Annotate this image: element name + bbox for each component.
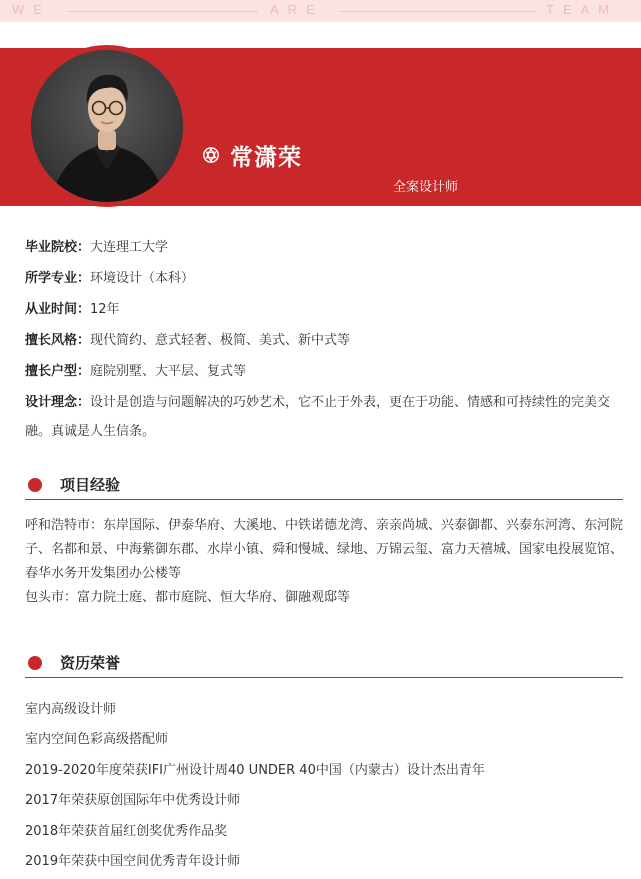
info-row-philosophy [25,387,625,446]
honor-item: 室内高级设计师 [25,702,117,717]
project-paragraph: 包头市：富力院士庭、都市庭院、恒大华府、御融观邸等 [25,590,351,605]
info-value: 设计是创造与问题解决的巧妙艺术，它不止于外表，更在于功能、情感和可持续性的完美交融。真诚是人生信条。 [25,395,611,439]
section-title: 项目经验 [60,476,121,494]
honor-list [25,695,625,877]
knot-emblem-icon [202,146,220,164]
info-list [25,232,625,446]
info-label: 设计理念： [25,395,91,410]
bullet-dot-icon [28,478,42,492]
info-label: 从业时间： [25,302,91,317]
info-label: 擅长风格： [25,333,91,348]
info-label: 所学专业： [25,271,91,286]
section-header-honors [25,654,623,678]
project-paragraph: 呼和浩特市：东岸国际、伊泰华府、大溪地、中铁诺德龙湾、亲亲尚城、兴泰御都、兴泰东河湾、东河院子、名都和景、中海紫御东郡、水岸小镇、舜和慢城、绿地、万锦云玺、富力天禧城、国家电投展览馆、春华水务开发集团办公楼等 [25,518,624,581]
info-row-school [25,232,625,263]
bullet-dot-icon [28,656,42,670]
banner-line-left [68,11,258,12]
avatar [31,50,183,202]
section-title: 资历荣誉 [60,654,121,672]
banner-word-team: TEAM [546,2,619,17]
info-value: 庭院别墅、大平层、复式等 [90,364,247,379]
honor-item: 2019年荣获中国空间优秀青年设计师 [25,853,241,869]
project-list [25,514,625,610]
info-value: 大连理工大学 [90,240,169,255]
we-are-team-banner [0,0,641,22]
designer-role: 全案设计师 [393,180,459,195]
info-label: 擅长户型： [25,364,91,379]
honor-item: 室内空间色彩高级搭配师 [25,732,169,748]
info-value: 现代简约、意式轻奢、极简、美式、新中式等 [90,333,351,348]
info-row-styles [25,325,625,356]
designer-name: 常潇荣 [230,144,302,171]
info-value: 12年 [90,302,120,317]
banner-word-are: ARE [270,2,324,17]
info-row-years [25,294,625,325]
honor-item: 2017年荣获原创国际年中优秀设计师 [25,793,241,809]
honor-item: 2018年荣获首届红创奖优秀作品奖 [25,823,228,839]
info-row-major [25,263,625,294]
name-row [202,140,302,170]
portrait-photo [31,50,183,202]
banner-line-right [340,11,535,12]
banner-word-we: WE [12,2,51,17]
info-value: 环境设计（本科） [90,271,195,286]
honor-item: 2019-2020年度荣获IFI广州设计周40 UNDER 40中国（内蒙古）设计杰出青年 [25,762,485,778]
info-label: 毕业院校： [25,240,91,255]
info-row-house-types [25,356,625,387]
section-header-projects [25,476,623,500]
